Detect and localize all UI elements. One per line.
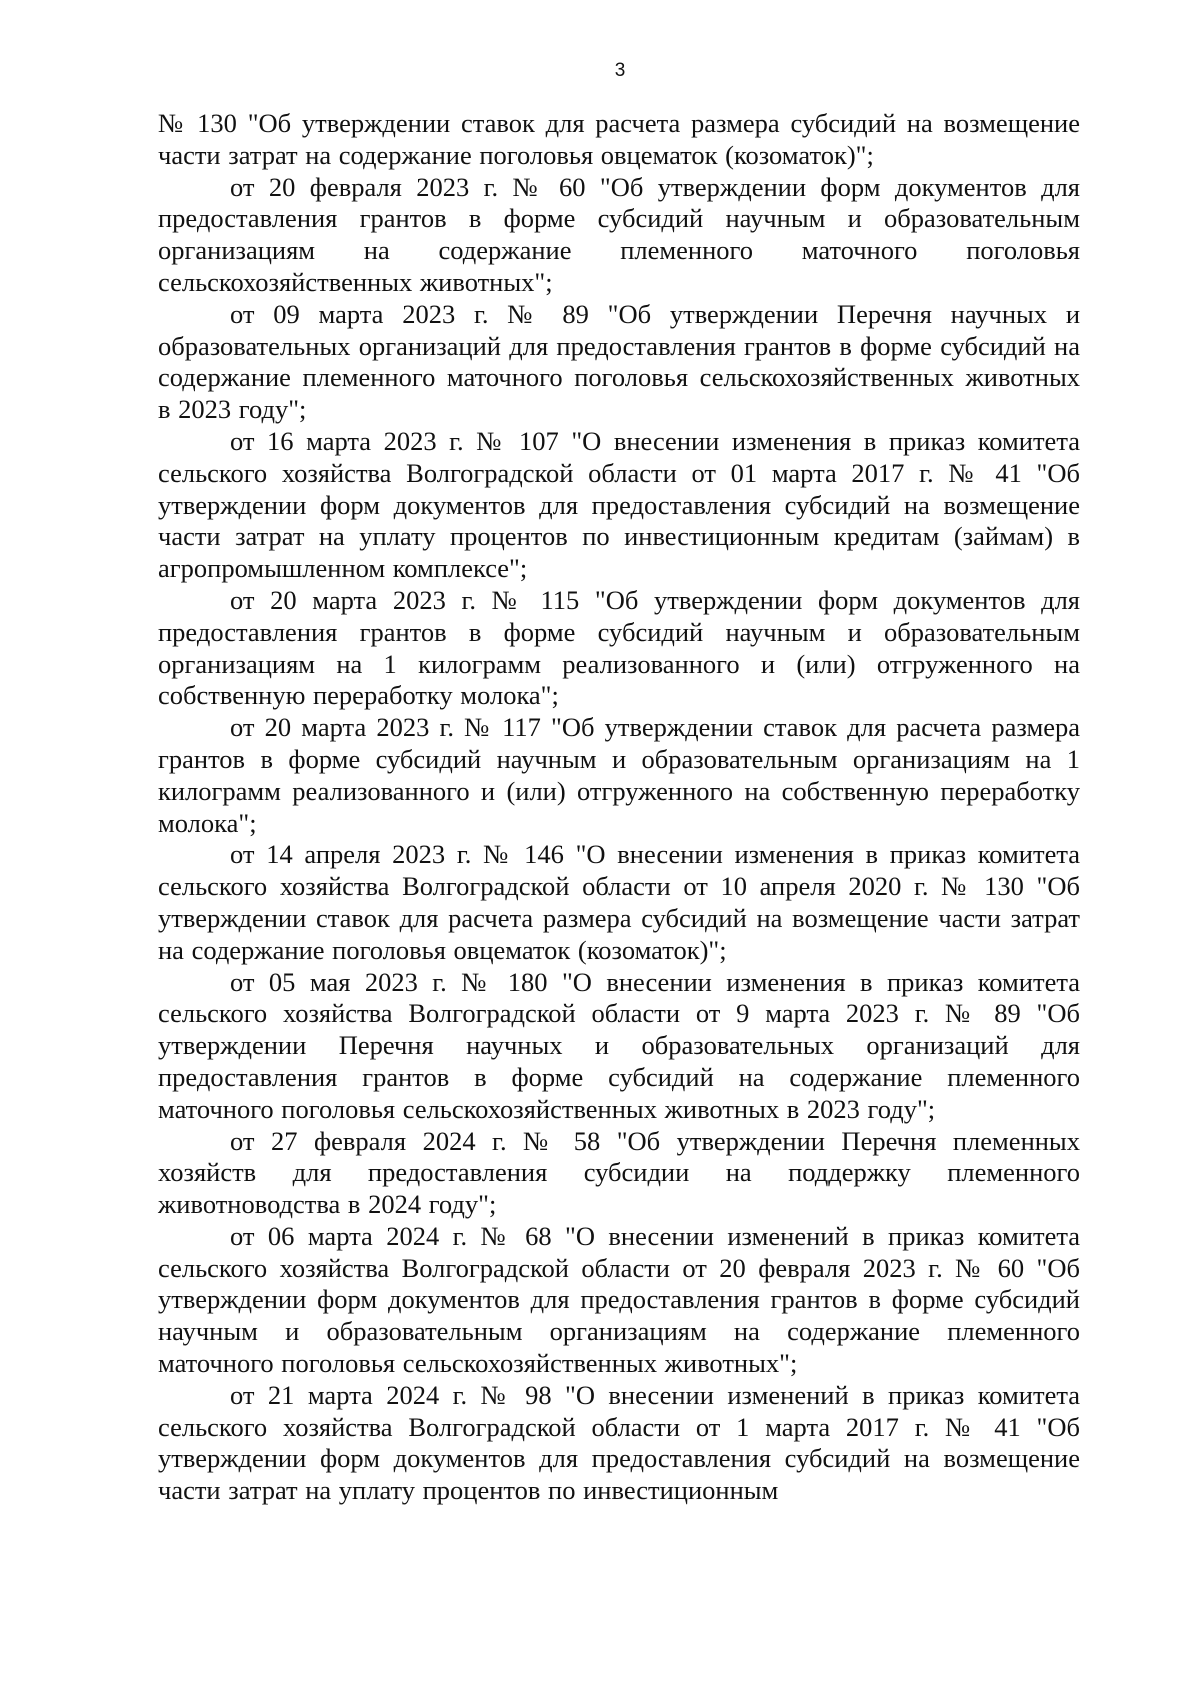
paragraph-order-58: от 27 февраля 2024 г. № 58 "Об утверждении Перечня племенных хозяйств для предоставления субсидии на поддержку племенного животноводства в 2024 году"; xyxy=(158,1125,1080,1220)
paragraph-order-98: от 21 марта 2024 г. № 98 "О внесении изменений в приказ комитета сельского хозяйства Волгоградской области от 1 марта 2017 г. № 41 "Об утверждении форм документов для предоставления субсидий на возмещение части затрат на уплату процентов по инвестиционным xyxy=(158,1379,1080,1506)
paragraph-order-60: от 20 февраля 2023 г. № 60 "Об утверждении форм документов для предоставления грантов в форме субсидий научным и образовательным организациям на содержание племенного маточного поголовья сельскохозяйственных животных"; xyxy=(158,171,1080,297)
paragraph-order-89: от 09 марта 2023 г. № 89 "Об утверждении Перечня научных и образовательных организаций для предоставления грантов в форме субсидий на содержание племенного маточного поголовья сельскохозяйственных животных в 2023 году"; xyxy=(158,298,1080,425)
paragraph-order-107: от 16 марта 2023 г. № 107 "О внесении изменения в приказ комитета сельского хозяйства Волгоградской области от 01 марта 2017 г. № 41 "Об утверждении форм документов для предоставления субсидий на возмещение части затрат на уплату процентов по инвестиционным кредитам (займам) в агропромышленном комплексе"; xyxy=(158,425,1080,584)
paragraph-order-68: от 06 марта 2024 г. № 68 "О внесении изменений в приказ комитета сельского хозяйства Волгоградской области от 20 февраля 2023 г. № 60 "Об утверждении форм документов для предоставления грантов в форме субсидий научным и образовательным организациям на содержание племенного маточного поголовья сельскохозяйственных животных"; xyxy=(158,1220,1080,1379)
document-body xyxy=(158,108,1080,1507)
paragraph-order-117: от 20 марта 2023 г. № 117 "Об утверждении ставок для расчета размера грантов в форме субсидий научным и образовательным организациям на 1 килограмм реализованного и (или) отгруженного на собственную переработку молока"; xyxy=(158,712,1080,838)
page-number: 3 xyxy=(614,60,626,81)
paragraph-continuation: № 130 "Об утверждении ставок для расчета размера субсидий на возмещение части затрат на содержание поголовья овцематок (козоматок)"; xyxy=(158,108,1080,170)
paragraph-order-146: от 14 апреля 2023 г. № 146 "О внесении изменения в приказ комитета сельского хозяйства Волгоградской области от 10 апреля 2020 г. № 130 "Об утверждении ставок для расчета размера субсидий на возмещение части затрат на содержание поголовья овцематок (козоматок)"; xyxy=(158,839,1080,965)
paragraph-order-115: от 20 марта 2023 г. № 115 "Об утверждении форм документов для предоставления грантов в форме субсидий научным и образовательным организациям на 1 килограмм реализованного и (или) отгруженного на собственную переработку молока"; xyxy=(158,584,1080,711)
paragraph-order-180: от 05 мая 2023 г. № 180 "О внесении изменения в приказ комитета сельского хозяйства Волгоградской области от 9 марта 2023 г. № 89 "Об утверждении Перечня научных и образовательных организаций для предоставления грантов в форме субсидий на содержание племенного маточного поголовья сельскохозяйственных животных в 2023 году"; xyxy=(158,966,1080,1124)
